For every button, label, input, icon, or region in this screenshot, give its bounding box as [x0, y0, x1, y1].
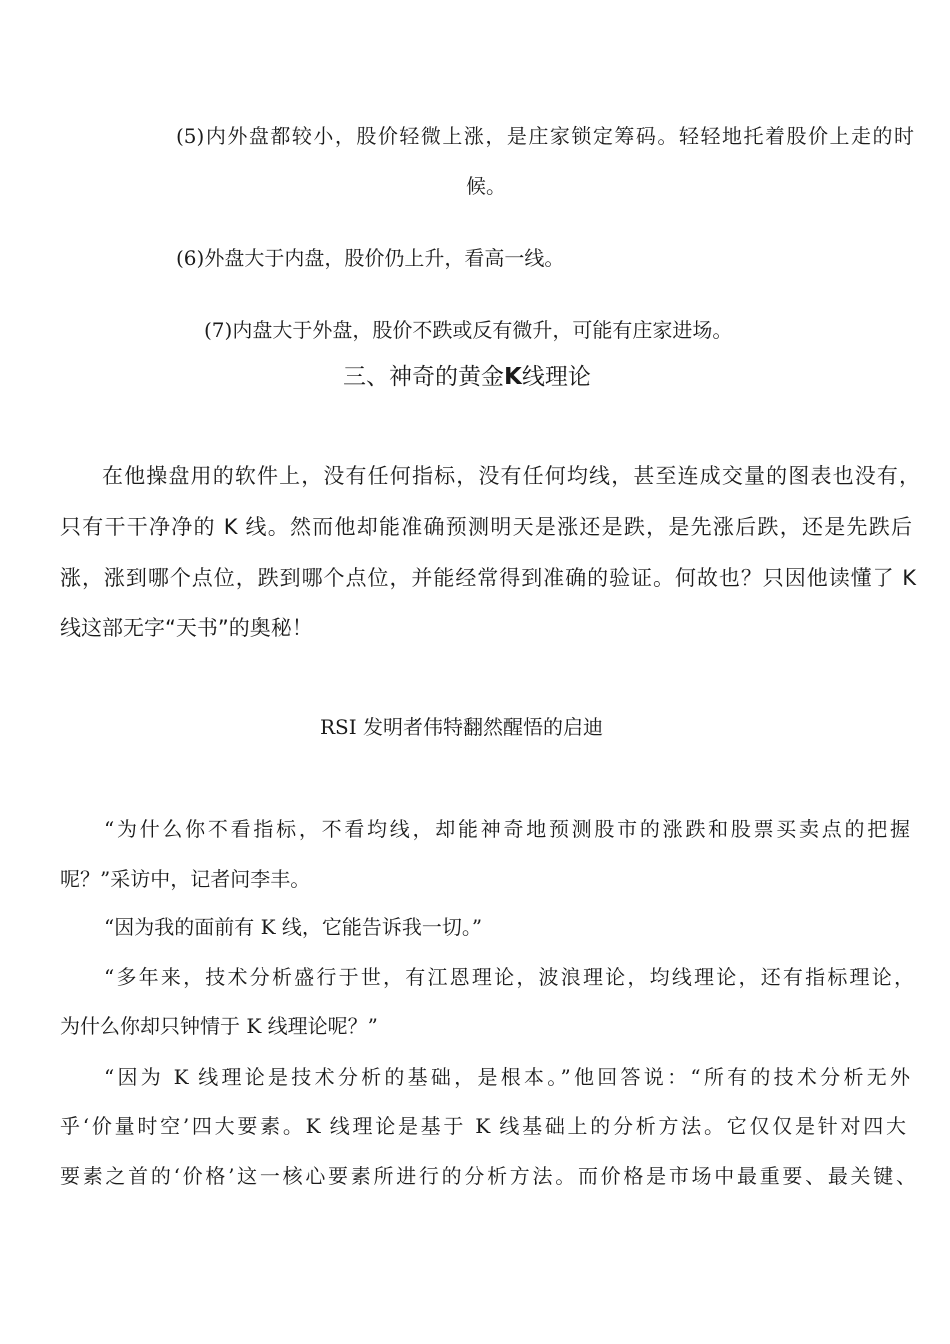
- section-title-suffix: 线理论: [521, 364, 591, 390]
- dialogue-p1-line-1: “为什么你不看指标，不看均线，却能神奇地预测股市的涨跌和股票买卖点的把握: [104, 817, 910, 841]
- dialogue-p4-line-1: “因为 K 线理论是技术分析的基础，是根本。”他回答说：“所有的技术分析无外: [104, 1065, 910, 1089]
- dialogue-p3-line-1: “多年来，技术分析盛行于世，有江恩理论，波浪理论，均线理论，还有指标理论，: [104, 965, 914, 989]
- dialogue-p4-line-2: 乎‘价量时空’四大要素。K 线理论是基于 K 线基础上的分析方法。它仅仅是针对四大: [60, 1114, 906, 1138]
- section-title-bold: K: [504, 364, 522, 390]
- list-item-5-line-2: 候。: [466, 174, 506, 198]
- intro-line-1: 在他操盘用的软件上，没有任何指标，没有任何均线，甚至连成交量的图表也没有，: [102, 464, 920, 488]
- section-title: [343, 364, 591, 390]
- list-item-7: (7)内盘大于外盘，股价不跌或反有微升，可能有庄家进场。: [204, 318, 733, 342]
- dialogue-p3-line-2: 为什么你却只钟情于 K 线理论呢？”: [60, 1014, 378, 1038]
- intro-line-4: 线这部无字“天书”的奥秘！: [60, 616, 313, 640]
- dialogue-p1-line-2: 呢？”采访中，记者问李丰。: [60, 867, 311, 891]
- list-item-6: (6)外盘大于内盘，股价仍上升，看高一线。: [176, 246, 565, 270]
- intro-line-3: 涨，涨到哪个点位，跌到哪个点位，并能经常得到准确的验证。何故也？只因他读懂了 K: [60, 566, 916, 590]
- intro-line-2: 只有干干净净的 K 线。然而他却能准确预测明天是涨还是跌，是先涨后跌，还是先跌后: [60, 515, 912, 539]
- dialogue-p4-line-3: 要素之首的‘价格’这一核心要素所进行的分析方法。而价格是市场中最重要、最关键、: [60, 1164, 916, 1188]
- list-item-5-line-1: (5)内外盘都较小，股价轻微上涨，是庄家锁定筹码。轻轻地托着股价上走的时: [176, 124, 914, 148]
- subtitle: RSI 发明者伟特翻然醒悟的启迪: [320, 715, 604, 739]
- section-title-prefix: 三、神奇的黄金: [343, 364, 504, 390]
- dialogue-p2-line-1: “因为我的面前有 K 线，它能告诉我一切。”: [104, 915, 483, 939]
